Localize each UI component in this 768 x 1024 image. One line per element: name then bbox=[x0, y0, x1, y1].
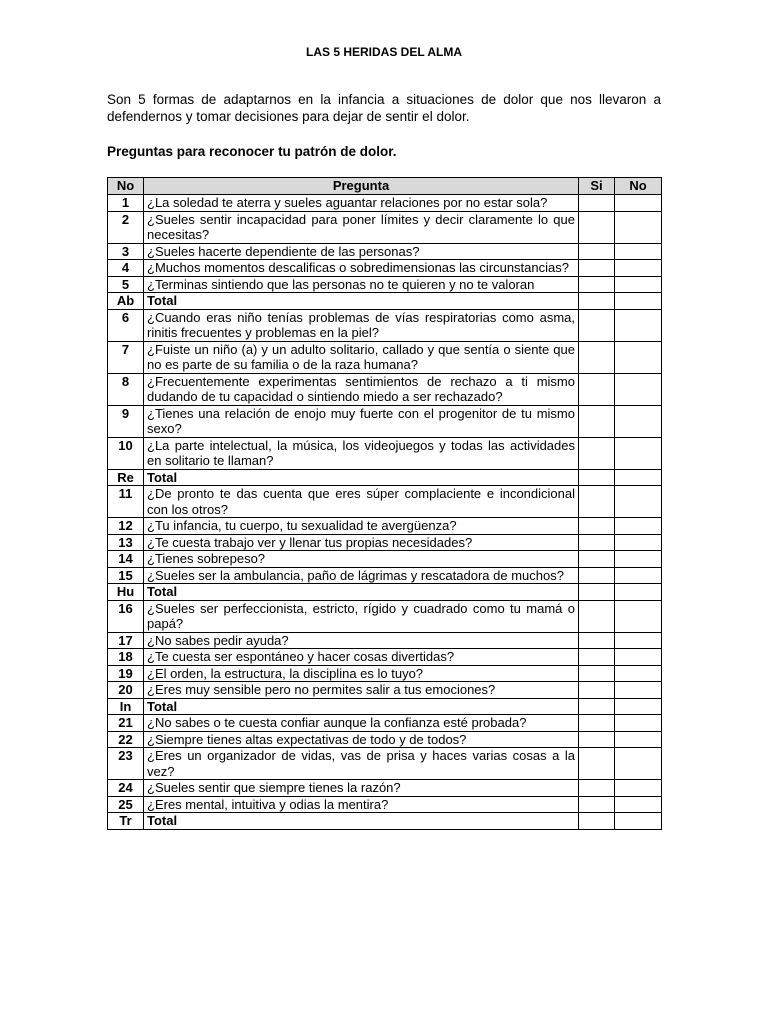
table-row bbox=[108, 682, 662, 699]
column-header-no: No bbox=[108, 178, 144, 195]
answer-no-cell[interactable] bbox=[615, 518, 662, 535]
column-header-no-answer: No bbox=[615, 178, 662, 195]
question-number: 21 bbox=[108, 715, 144, 732]
answer-no-cell[interactable] bbox=[615, 309, 662, 341]
answer-si-cell[interactable] bbox=[579, 518, 615, 535]
answer-no-cell[interactable] bbox=[615, 469, 662, 486]
question-number: 13 bbox=[108, 534, 144, 551]
question-number: Hu bbox=[108, 584, 144, 601]
question-text: ¿Sueles sentir que siempre tienes la razón? bbox=[144, 780, 579, 797]
question-number: 16 bbox=[108, 600, 144, 632]
table-row bbox=[108, 309, 662, 341]
question-text: ¿Siempre tienes altas expectativas de todo y de todos? bbox=[144, 731, 579, 748]
question-number: 5 bbox=[108, 276, 144, 293]
question-text: ¿Tienes una relación de enojo muy fuerte con el progenitor de tu mismo sexo? bbox=[144, 405, 579, 437]
section-subtitle: Preguntas para reconocer tu patrón de dolor. bbox=[107, 144, 397, 159]
answer-no-cell[interactable] bbox=[615, 293, 662, 310]
table-row bbox=[108, 715, 662, 732]
answer-no-cell[interactable] bbox=[615, 649, 662, 666]
question-text: ¿La soledad te aterra y sueles aguantar relaciones por no estar sola? bbox=[144, 195, 579, 212]
answer-si-cell[interactable] bbox=[579, 796, 615, 813]
answer-no-cell[interactable] bbox=[615, 731, 662, 748]
answer-si-cell[interactable] bbox=[579, 309, 615, 341]
answer-si-cell[interactable] bbox=[579, 698, 615, 715]
answer-no-cell[interactable] bbox=[615, 780, 662, 797]
answer-si-cell[interactable] bbox=[579, 373, 615, 405]
total-label: Total bbox=[144, 813, 579, 830]
answer-no-cell[interactable] bbox=[615, 211, 662, 243]
answer-no-cell[interactable] bbox=[615, 715, 662, 732]
question-number: 6 bbox=[108, 309, 144, 341]
answer-si-cell[interactable] bbox=[579, 600, 615, 632]
question-text: ¿Sueles sentir incapacidad para poner límites y decir claramente lo que necesitas? bbox=[144, 211, 579, 243]
question-number: 10 bbox=[108, 437, 144, 469]
question-text: ¿No sabes o te cuesta confiar aunque la confianza esté probada? bbox=[144, 715, 579, 732]
answer-si-cell[interactable] bbox=[579, 813, 615, 830]
question-number: Re bbox=[108, 469, 144, 486]
table-header-row bbox=[108, 178, 662, 195]
answer-si-cell[interactable] bbox=[579, 682, 615, 699]
question-number: 20 bbox=[108, 682, 144, 699]
answer-no-cell[interactable] bbox=[615, 534, 662, 551]
question-text: ¿El orden, la estructura, la disciplina es lo tuyo? bbox=[144, 665, 579, 682]
total-label: Total bbox=[144, 293, 579, 310]
answer-si-cell[interactable] bbox=[579, 276, 615, 293]
answer-no-cell[interactable] bbox=[615, 276, 662, 293]
column-header-pregunta: Pregunta bbox=[144, 178, 579, 195]
question-number: 8 bbox=[108, 373, 144, 405]
answer-si-cell[interactable] bbox=[579, 534, 615, 551]
question-text: ¿Sueles ser la ambulancia, paño de lágrimas y rescatadora de muchos? bbox=[144, 567, 579, 584]
question-number: 12 bbox=[108, 518, 144, 535]
table-row bbox=[108, 649, 662, 666]
question-text: ¿Frecuentemente experimentas sentimientos de rechazo a ti mismo dudando de tu capacidad o sintiendo miedo a ser rechazado? bbox=[144, 373, 579, 405]
table-row bbox=[108, 405, 662, 437]
answer-si-cell[interactable] bbox=[579, 632, 615, 649]
answer-no-cell[interactable] bbox=[615, 551, 662, 568]
question-text: ¿Muchos momentos descalificas o sobredimensionas las circunstancias? bbox=[144, 260, 579, 277]
answer-si-cell[interactable] bbox=[579, 649, 615, 666]
table-row bbox=[108, 276, 662, 293]
answer-si-cell[interactable] bbox=[579, 243, 615, 260]
answer-si-cell[interactable] bbox=[579, 665, 615, 682]
answer-si-cell[interactable] bbox=[579, 437, 615, 469]
question-number: 4 bbox=[108, 260, 144, 277]
question-number: 9 bbox=[108, 405, 144, 437]
total-row bbox=[108, 293, 662, 310]
answer-no-cell[interactable] bbox=[615, 748, 662, 780]
question-text: ¿Eres muy sensible pero no permites salir a tus emociones? bbox=[144, 682, 579, 699]
answer-no-cell[interactable] bbox=[615, 405, 662, 437]
answer-no-cell[interactable] bbox=[615, 243, 662, 260]
answer-si-cell[interactable] bbox=[579, 405, 615, 437]
table-row bbox=[108, 600, 662, 632]
question-number: 7 bbox=[108, 341, 144, 373]
question-number: 22 bbox=[108, 731, 144, 748]
question-text: ¿Sueles ser perfeccionista, estricto, rígido y cuadrado como tu mamá o papá? bbox=[144, 600, 579, 632]
answer-no-cell[interactable] bbox=[615, 486, 662, 518]
answer-si-cell[interactable] bbox=[579, 731, 615, 748]
answer-no-cell[interactable] bbox=[615, 813, 662, 830]
answer-no-cell[interactable] bbox=[615, 665, 662, 682]
question-text: ¿Sueles hacerte dependiente de las personas? bbox=[144, 243, 579, 260]
answer-si-cell[interactable] bbox=[579, 715, 615, 732]
table-row bbox=[108, 373, 662, 405]
answer-si-cell[interactable] bbox=[579, 486, 615, 518]
table-row bbox=[108, 195, 662, 212]
table-row bbox=[108, 518, 662, 535]
total-row bbox=[108, 584, 662, 601]
question-number: 25 bbox=[108, 796, 144, 813]
answer-si-cell[interactable] bbox=[579, 551, 615, 568]
answer-no-cell[interactable] bbox=[615, 260, 662, 277]
questions-table-body bbox=[108, 195, 662, 830]
table-row bbox=[108, 551, 662, 568]
answer-no-cell[interactable] bbox=[615, 584, 662, 601]
answer-no-cell[interactable] bbox=[615, 632, 662, 649]
question-text: ¿Terminas sintiendo que las personas no te quieren y no te valoran bbox=[144, 276, 579, 293]
total-row bbox=[108, 698, 662, 715]
document-title: LAS 5 HERIDAS DEL ALMA bbox=[305, 45, 462, 59]
answer-no-cell[interactable] bbox=[615, 600, 662, 632]
question-text: ¿Cuando eras niño tenías problemas de vías respiratorias como asma, rinitis frecuentes y problemas en la piel? bbox=[144, 309, 579, 341]
table-row bbox=[108, 437, 662, 469]
question-number: 15 bbox=[108, 567, 144, 584]
total-label: Total bbox=[144, 698, 579, 715]
table-row bbox=[108, 534, 662, 551]
answer-si-cell[interactable] bbox=[579, 341, 615, 373]
answer-si-cell[interactable] bbox=[579, 469, 615, 486]
questions-table bbox=[107, 177, 662, 830]
answer-no-cell[interactable] bbox=[615, 698, 662, 715]
question-number: Ab bbox=[108, 293, 144, 310]
question-text: ¿Tu infancia, tu cuerpo, tu sexualidad te avergüenza? bbox=[144, 518, 579, 535]
table-row bbox=[108, 567, 662, 584]
answer-si-cell[interactable] bbox=[579, 195, 615, 212]
question-number: 17 bbox=[108, 632, 144, 649]
table-row bbox=[108, 796, 662, 813]
intro-paragraph: Son 5 formas de adaptarnos en la infancia a situaciones de dolor que nos llevaron a defendernos y tomar decisiones para dejar de sentir el dolor. bbox=[107, 92, 661, 124]
table-row bbox=[108, 748, 662, 780]
question-text: ¿Te cuesta trabajo ver y llenar tus propias necesidades? bbox=[144, 534, 579, 551]
table-row bbox=[108, 731, 662, 748]
question-text: ¿Eres un organizador de vidas, vas de prisa y haces varias cosas a la vez? bbox=[144, 748, 579, 780]
question-text: ¿De pronto te das cuenta que eres súper complaciente e incondicional con los otros? bbox=[144, 486, 579, 518]
question-text: ¿La parte intelectual, la música, los videojuegos y todas las actividades en solitario te llaman? bbox=[144, 437, 579, 469]
question-text: ¿Eres mental, intuitiva y odias la mentira? bbox=[144, 796, 579, 813]
answer-no-cell[interactable] bbox=[615, 682, 662, 699]
table-row bbox=[108, 780, 662, 797]
table-row bbox=[108, 665, 662, 682]
question-number: 1 bbox=[108, 195, 144, 212]
answer-si-cell[interactable] bbox=[579, 293, 615, 310]
question-text: ¿Te cuesta ser espontáneo y hacer cosas divertidas? bbox=[144, 649, 579, 666]
column-header-si: Si bbox=[579, 178, 615, 195]
total-label: Total bbox=[144, 584, 579, 601]
total-row bbox=[108, 813, 662, 830]
question-number: 23 bbox=[108, 748, 144, 780]
table-row bbox=[108, 243, 662, 260]
answer-no-cell[interactable] bbox=[615, 373, 662, 405]
answer-no-cell[interactable] bbox=[615, 195, 662, 212]
answer-si-cell[interactable] bbox=[579, 260, 615, 277]
question-number: 2 bbox=[108, 211, 144, 243]
table-row bbox=[108, 486, 662, 518]
table-row bbox=[108, 632, 662, 649]
question-number: In bbox=[108, 698, 144, 715]
question-number: 3 bbox=[108, 243, 144, 260]
answer-si-cell[interactable] bbox=[579, 567, 615, 584]
answer-si-cell[interactable] bbox=[579, 211, 615, 243]
table-row bbox=[108, 341, 662, 373]
answer-si-cell[interactable] bbox=[579, 748, 615, 780]
question-number: 11 bbox=[108, 486, 144, 518]
answer-no-cell[interactable] bbox=[615, 796, 662, 813]
question-number: 14 bbox=[108, 551, 144, 568]
answer-no-cell[interactable] bbox=[615, 567, 662, 584]
question-text: ¿No sabes pedir ayuda? bbox=[144, 632, 579, 649]
answer-si-cell[interactable] bbox=[579, 780, 615, 797]
table-row bbox=[108, 211, 662, 243]
total-row bbox=[108, 469, 662, 486]
answer-no-cell[interactable] bbox=[615, 341, 662, 373]
question-number: 19 bbox=[108, 665, 144, 682]
table-row bbox=[108, 260, 662, 277]
answer-no-cell[interactable] bbox=[615, 437, 662, 469]
answer-si-cell[interactable] bbox=[579, 584, 615, 601]
question-text: ¿Tienes sobrepeso? bbox=[144, 551, 579, 568]
question-number: Tr bbox=[108, 813, 144, 830]
total-label: Total bbox=[144, 469, 579, 486]
question-number: 18 bbox=[108, 649, 144, 666]
question-number: 24 bbox=[108, 780, 144, 797]
question-text: ¿Fuiste un niño (a) y un adulto solitario, callado y que sentía o siente que no es parte de su familia o de la raza humana? bbox=[144, 341, 579, 373]
